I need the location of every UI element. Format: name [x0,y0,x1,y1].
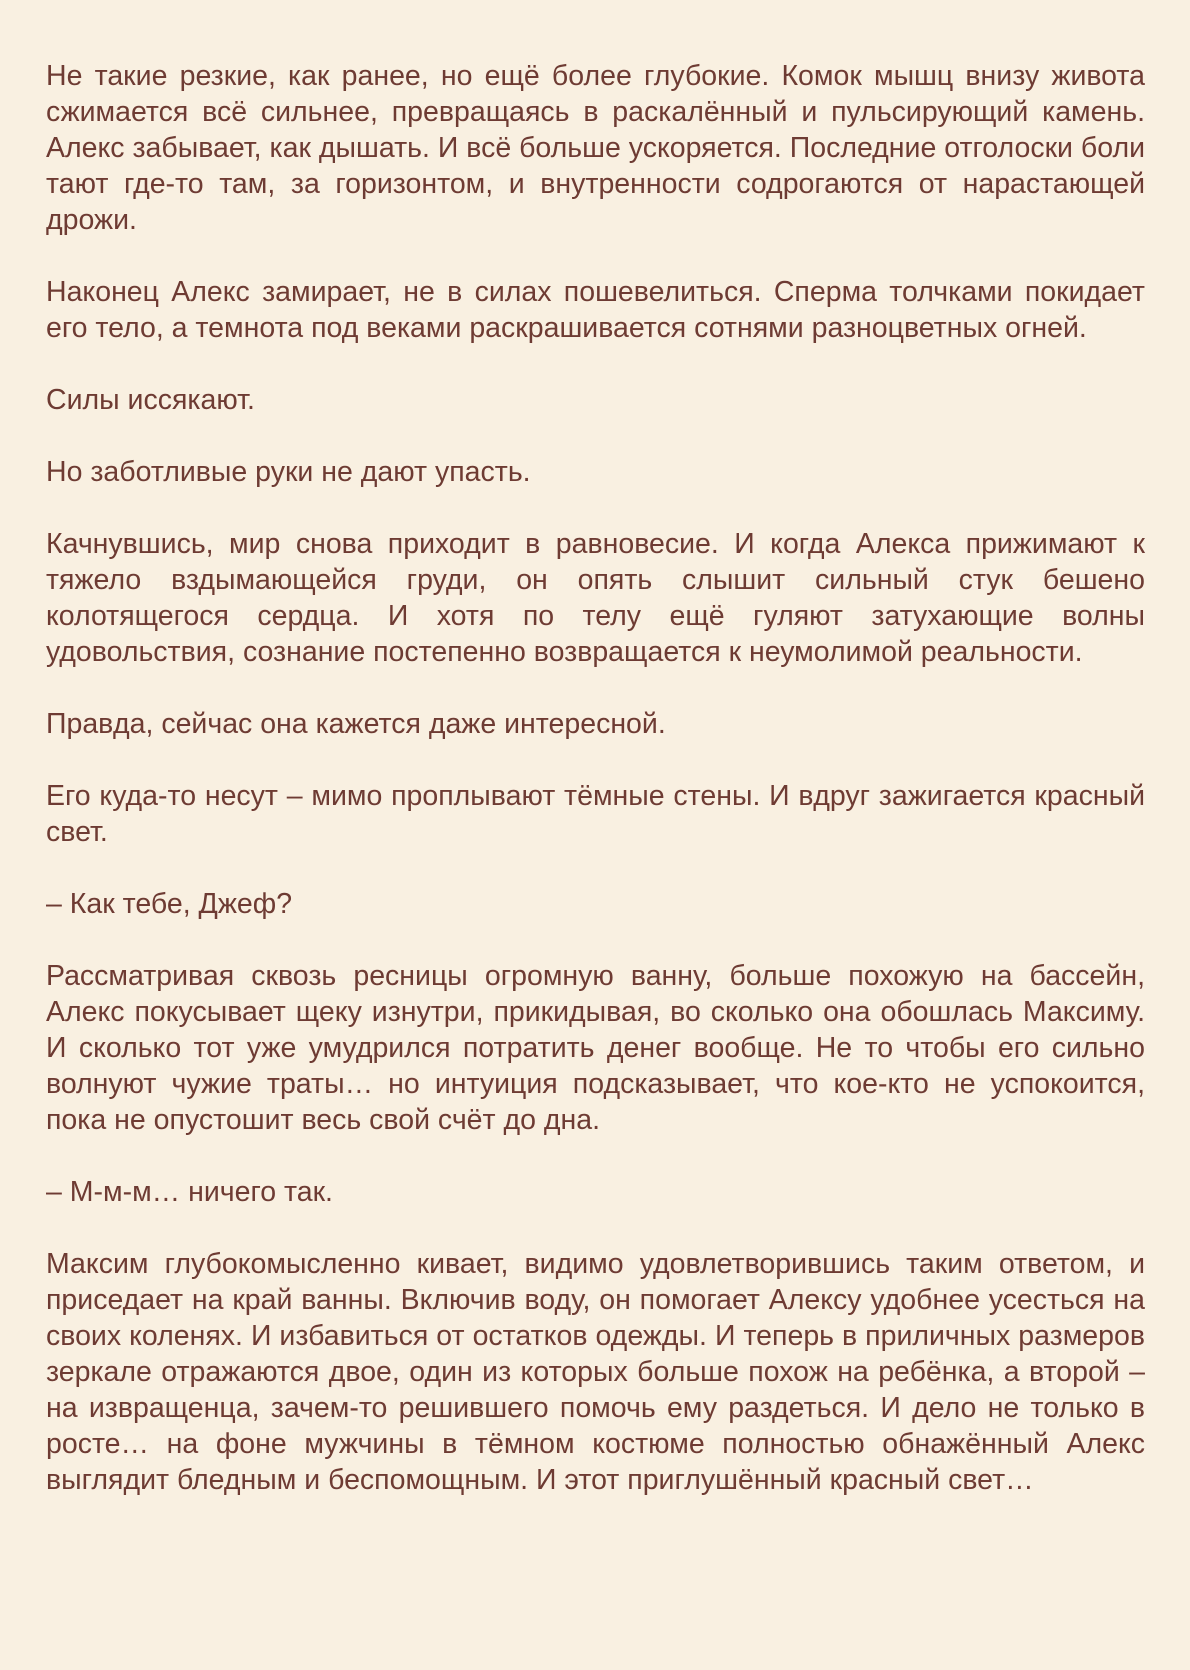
paragraph: Максим глубокомысленно кивает, видимо удовлетворившись таким ответом, и приседает на край ванны. Включив воду, он помогает Алексу удобнее усесться на своих коленях. И избавиться от остатков одежды. И теперь в приличных размеров зеркале отражаются двое, один из которых больше похож на ребёнка, а второй – на извращенца, зачем-то решившего помочь ему раздеться. И дело не только в росте… на фоне мужчины в тёмном костюме полностью обнажённый Алекс выглядит бледным и беспомощным. И этот приглушённый красный свет… [46,1248,1145,1496]
paragraph: Рассматривая сквозь ресницы огромную ванну, больше похожую на бассейн, Алекс покусывает щеку изнутри, прикидывая, во сколько она обошлась Максиму. И сколько тот уже умудрился потратить денег вообще. Не то чтобы его сильно волнуют чужие траты… но интуиция подсказывает, что кое-кто не успокоится, пока не опустошит весь свой счёт до дна. [46,960,1145,1136]
paragraph: Его куда-то несут – мимо проплывают тёмные стены. И вдруг зажигается красный свет. [46,780,1145,848]
paragraph: Но заботливые руки не дают упасть. [46,456,531,488]
paragraph: Силы иссякают. [46,384,255,416]
paragraph: Наконец Алекс замирает, не в силах пошевелиться. Сперма толчками покидает его тело, а темнота под веками раскрашивается сотнями разноцветных огней. [46,276,1145,344]
paragraph: Правда, сейчас она кажется даже интересной. [46,708,666,740]
paragraph: – М-м-м… ничего так. [46,1176,333,1208]
paragraph: – Как тебе, Джеф? [46,888,293,920]
paragraph: Качнувшись, мир снова приходит в равновесие. И когда Алекса прижимают к тяжело вздымающейся груди, он опять слышит сильный стук бешено колотящегося сердца. И хотя по телу ещё гуляют затухающие волны удовольствия, сознание постепенно возвращается к неумолимой реальности. [46,528,1145,668]
paragraph: Не такие резкие, как ранее, но ещё более глубокие. Комок мышц внизу живота сжимается всё сильнее, превращаясь в раскалённый и пульсирующий камень. Алекс забывает, как дышать. И всё больше ускоряется. Последние отголоски боли тают где-то там, за горизонтом, и внутренности содрогаются от нарастающей дрожи. [46,60,1145,236]
